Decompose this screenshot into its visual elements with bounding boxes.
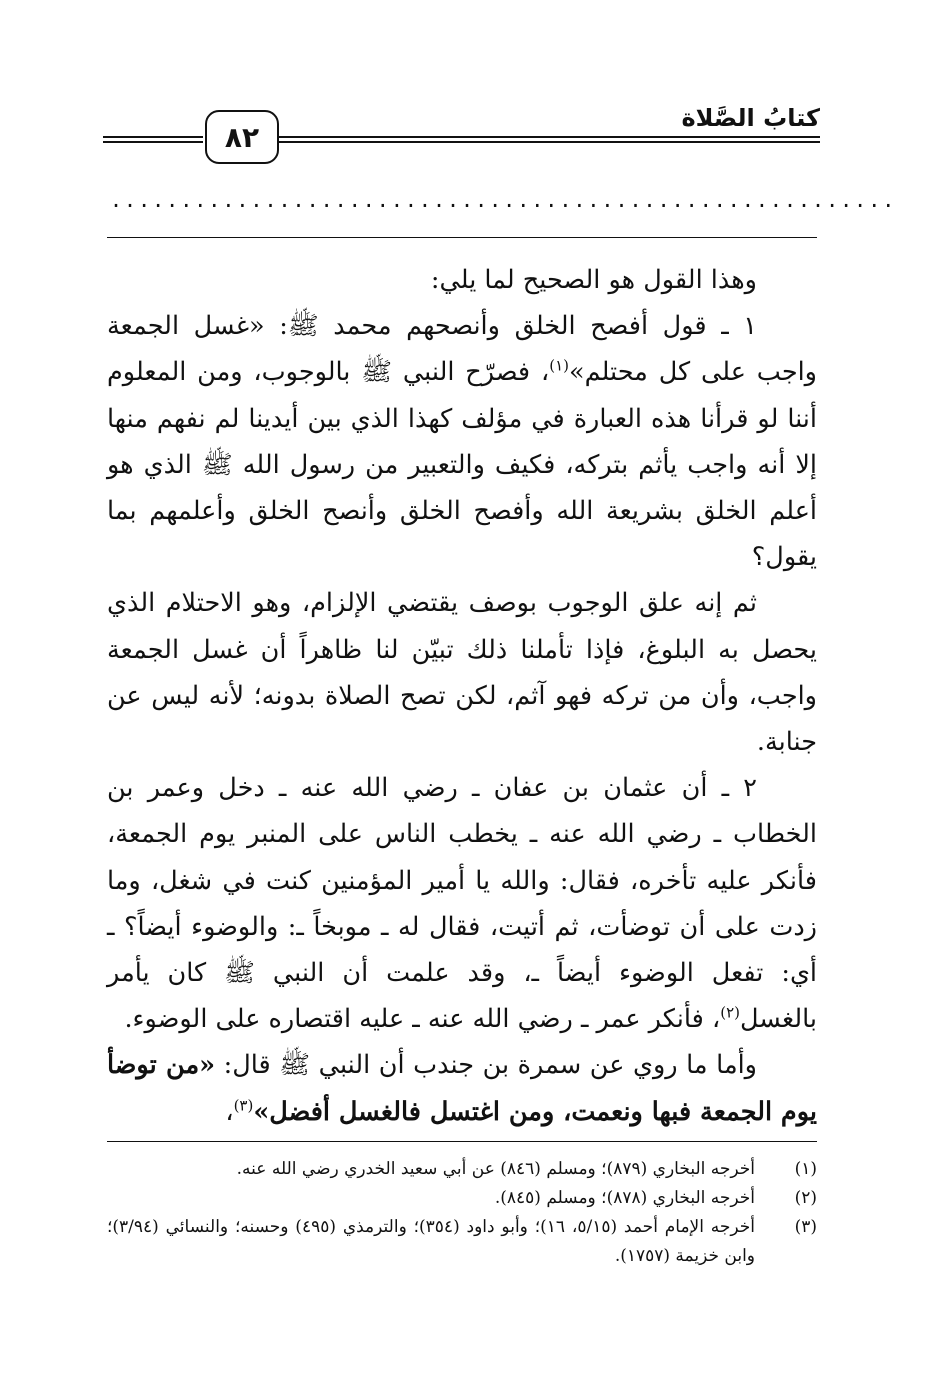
footnote [107, 1213, 817, 1271]
header-rule [103, 141, 203, 143]
footnote-number: (٢) [794, 1188, 817, 1208]
header-rule [278, 136, 820, 138]
paragraph-point-2 [107, 765, 817, 1042]
paragraph-ihtilam: ثم إنه علق الوجوب بوصف يقتضي الإلزام، وهو الاحتلام الذي يحصل به البلوغ، فإذا تأملنا ذلك تبيّن لنا ظاهراً أن غسل الجمعة واجب، وأن من تركه فهو آثم، لكن تصح الصلاة بدونه؛ لأنه ليس عن جنابة. [107, 588, 817, 758]
main-text [107, 257, 817, 1135]
paragraph-text: ، فأنكر عمر ـ رضي الله عنه ـ عليه اقتصاره على الوضوء. [124, 1004, 721, 1035]
header-rule [278, 141, 820, 143]
footnote-text: أخرجه البخاري (٨٧٩)؛ ومسلم (٨٤٦) عن أبي سعيد الخدري رضي الله عنه. [236, 1159, 755, 1179]
footnote [107, 1184, 817, 1213]
footnote-text: أخرجه البخاري (٨٧٨)؛ ومسلم (٨٤٥). [494, 1188, 755, 1208]
footnote-ref[interactable]: (١) [549, 356, 570, 375]
paragraph-intro: وهذا القول هو الصحيح لما يلي: [430, 265, 757, 295]
footnote-number: (٣) [794, 1217, 817, 1237]
top-separator [107, 237, 817, 238]
paragraph-text: وأما ما روي عن سمرة بن جندب أن النبي ﷺ قال: [215, 1050, 757, 1081]
paragraph-text: ٢ ـ أن عثمان بن عفان ـ رضي الله عنه ـ دخل وعمر بن الخطاب ـ رضي الله عنه ـ يخطب الناس على المنبر يوم الجمعة، فأنكر عليه تأخره، فقال: والله يا أمير المؤمنين كنت في شغل، وما زدت على أن توضأت، ثم أتيت، فقال له ـ موبخاً ـ: والوضوء أيضاً؟ ـ أي: تفعل الوضوء أيضاً ـ، وقد علمت أن النبي ﷺ كان يأمر بالغسل [107, 773, 817, 1035]
paragraph-text: ١ ـ قول أفصح الخلق وأنصحهم محمد ﷺ: «غسل الجمعة واجب على كل محتلم» [107, 311, 818, 388]
header-rule [103, 136, 203, 138]
hadith-quote: «من توضأ يوم الجمعة فبها ونعمت، ومن اغتسل فالغسل أفضل» [107, 1050, 817, 1127]
paragraph-text: ، فصرّح النبي ﷺ بالوجوب، ومن المعلوم أننا لو قرأنا هذه العبارة في مؤلف كهذا الذي بين أيدينا لم نفهم منها إلا أنه واجب يأثم بتركه، فكيف والتعبير من رسول الله ﷺ الذي هو أعلم الخلق بشريعة الله وأفصح الخلق وأنصح الخلق وأعلمهم بما يقول؟ [107, 357, 817, 573]
footnotes [107, 1155, 817, 1271]
paragraph-point-1 [107, 303, 817, 580]
footnote-separator [107, 1141, 817, 1142]
page-header [95, 100, 820, 160]
footnote-number: (١) [794, 1159, 817, 1179]
footnote-ref[interactable]: (٣) [233, 1096, 254, 1115]
book-title: كتابُ الصَّلاة [673, 104, 820, 132]
footnote-text: أخرجه الإمام أحمد (٥/١٥، ١٦)؛ وأبو داود (٣٥٤)؛ والترمذي (٤٩٥) وحسنه؛ والنسائي (٣/٩٤)؛ وابن خزيمة (١٧٥٧). [107, 1217, 756, 1266]
paragraph-text: ، [225, 1096, 234, 1127]
elision-dots: ........................................................ [110, 188, 897, 212]
page-number: ٨٢ [205, 110, 279, 164]
paragraph-samura [107, 1042, 817, 1134]
footnote [107, 1155, 817, 1184]
footnote-ref[interactable]: (٢) [720, 1003, 740, 1022]
